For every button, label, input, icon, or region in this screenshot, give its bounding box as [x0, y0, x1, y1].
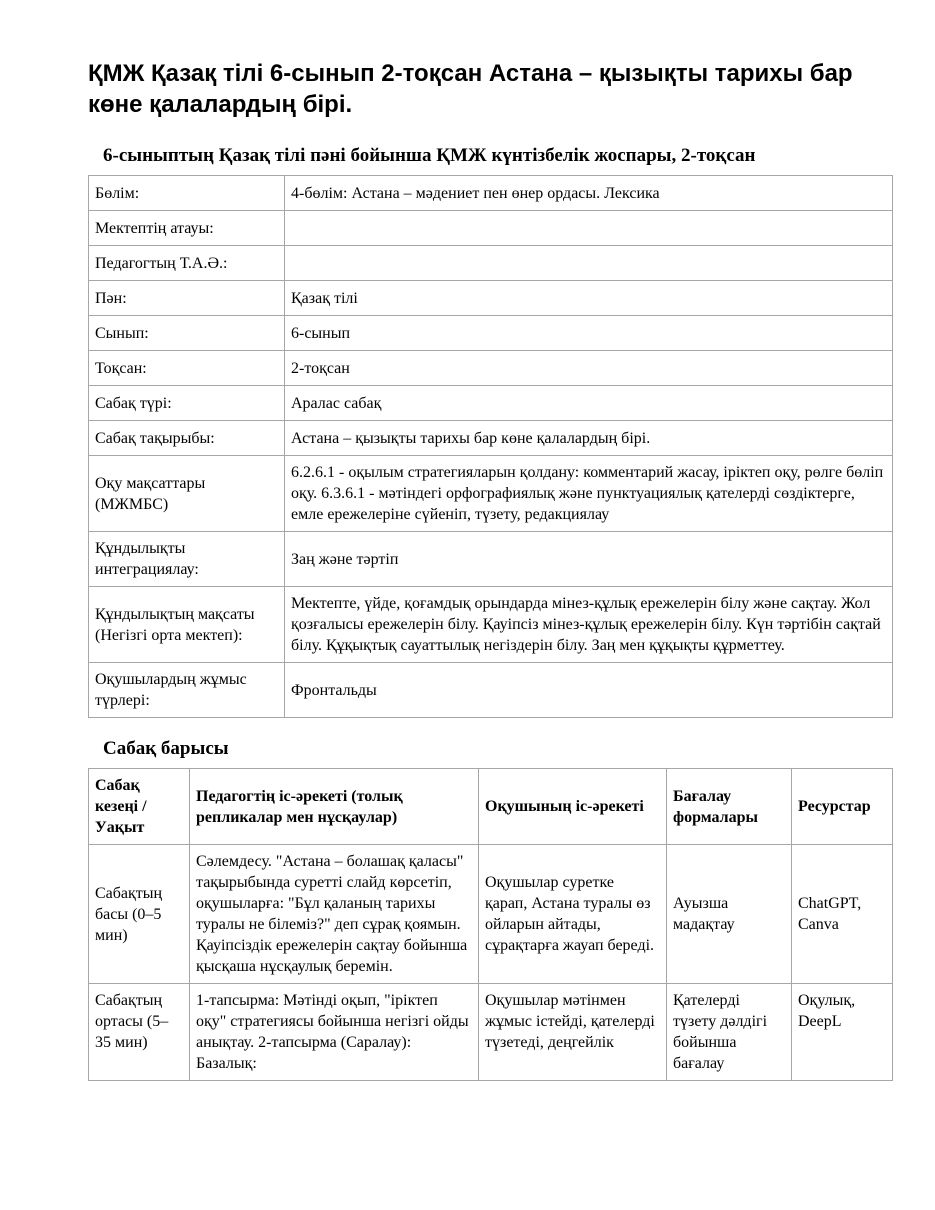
info-key: Педагогтың Т.А.Ә.: — [89, 246, 285, 281]
lesson-stage: Сабақтың ортасы (5–35 мин) — [89, 984, 190, 1081]
info-row-lesson-topic — [89, 421, 893, 456]
info-value: 2-тоқсан — [285, 351, 893, 386]
info-value: 4-бөлім: Астана – мәдениет пен өнер ордасы. Лексика — [285, 176, 893, 211]
info-row-subject — [89, 281, 893, 316]
info-key: Оқушылардың жұмыс түрлері: — [89, 663, 285, 718]
lesson-stage: Сабақтың басы (0–5 мин) — [89, 845, 190, 984]
info-value: Астана – қызықты тарихы бар көне қалалардың бірі. — [285, 421, 893, 456]
info-value: Аралас сабақ — [285, 386, 893, 421]
info-key: Оқу мақсаттары (МЖМБС) — [89, 456, 285, 532]
info-key: Сынып: — [89, 316, 285, 351]
lesson-assessment: Ауызша мадақтау — [667, 845, 792, 984]
plan-subtitle: 6-сыныптың Қазақ тілі пәні бойынша ҚМЖ күнтізбелік жоспары, 2-тоқсан — [103, 145, 756, 166]
lesson-resources: ChatGPT, Canva — [792, 845, 893, 984]
info-row-teacher — [89, 246, 893, 281]
header-student: Оқушының іс-әрекеті — [479, 769, 667, 845]
lesson-table — [88, 768, 893, 1081]
info-key: Тоқсан: — [89, 351, 285, 386]
info-key: Сабақ түрі: — [89, 386, 285, 421]
info-key: Бөлім: — [89, 176, 285, 211]
info-row-value-goal — [89, 587, 893, 663]
info-row-school — [89, 211, 893, 246]
info-value: Қазақ тілі — [285, 281, 893, 316]
info-row-lesson-type — [89, 386, 893, 421]
document-title: ҚМЖ Қазақ тілі 6-сынып 2-тоқсан Астана – қызықты тарихы бар көне қалалардың бірі. — [88, 60, 853, 118]
lesson-teacher-activity: 1-тапсырма: Мәтінді оқып, "іріктеп оқу" стратегиясы бойынша негізгі ойды анықтау. 2-тапсырма (Саралау): Базалық: — [190, 984, 479, 1081]
info-key: Пән: — [89, 281, 285, 316]
lesson-teacher-activity: Сәлемдесу. "Астана – болашақ қаласы" тақырыбында суретті слайд көрсетіп, оқушыларға: "Бұл қаланың тарихы туралы не білеміз?" деп сұрақ қоямын. Қауіпсіздік ережелерін сақтау бойынша қысқаша нұсқаулық беремін. — [190, 845, 479, 984]
info-value — [285, 211, 893, 246]
lesson-assessment: Қателерді түзету дәлдігі бойынша бағалау — [667, 984, 792, 1081]
info-value: Фронтальды — [285, 663, 893, 718]
lesson-heading: Сабақ барысы — [103, 738, 229, 759]
info-row-grade — [89, 316, 893, 351]
info-key: Құндылықты интеграциялау: — [89, 532, 285, 587]
info-row-work-types — [89, 663, 893, 718]
info-value — [285, 246, 893, 281]
info-value: Заң және тәртіп — [285, 532, 893, 587]
info-key: Құндылықтың мақсаты (Негізгі орта мектеп): — [89, 587, 285, 663]
info-key: Мектептің атауы: — [89, 211, 285, 246]
lesson-header-row — [89, 769, 893, 845]
info-key: Сабақ тақырыбы: — [89, 421, 285, 456]
info-value: Мектепте, үйде, қоғамдық орындарда мінез-құлық ережелерін білу және сақтау. Жол қозғалысы ережелерін білу. Қауіпсіз мінез-құлық ережелерін білу. Күн тәртібін сақтай білу. Құқықтық сауаттылық негіздерін білу. Заң мен құқықты құрметтеу. — [285, 587, 893, 663]
info-value: 6-сынып — [285, 316, 893, 351]
plan-info-table — [88, 175, 893, 718]
header-resources: Ресурстар — [792, 769, 893, 845]
info-row-objectives — [89, 456, 893, 532]
lesson-row — [89, 984, 893, 1081]
info-row-quarter — [89, 351, 893, 386]
lesson-student-activity: Оқушылар мәтінмен жұмыс істейді, қателерді түзетеді, деңгейлік — [479, 984, 667, 1081]
lesson-student-activity: Оқушылар суретке қарап, Астана туралы өз ойларын айтады, сұрақтарға жауап береді. — [479, 845, 667, 984]
info-value: 6.2.6.1 - оқылым стратегияларын қолдану: комментарий жасау, іріктеп оқу, рөлге бөліп оқу. 6.3.6.1 - мәтіндегі орфографиялық және пунктуациялық қателерді сөздіктерге, емле ережелеріне сүйеніп, түзету, редакциялау — [285, 456, 893, 532]
lesson-resources: Оқулық, DeepL — [792, 984, 893, 1081]
info-row-value-integration — [89, 532, 893, 587]
header-teacher: Педагогтің іс-әрекеті (толық репликалар мен нұсқаулар) — [190, 769, 479, 845]
document-page — [88, 58, 893, 1081]
header-assessment: Бағалау формалары — [667, 769, 792, 845]
header-stage: Сабақ кезеңі / Уақыт — [89, 769, 190, 845]
info-row-section — [89, 176, 893, 211]
lesson-row — [89, 845, 893, 984]
